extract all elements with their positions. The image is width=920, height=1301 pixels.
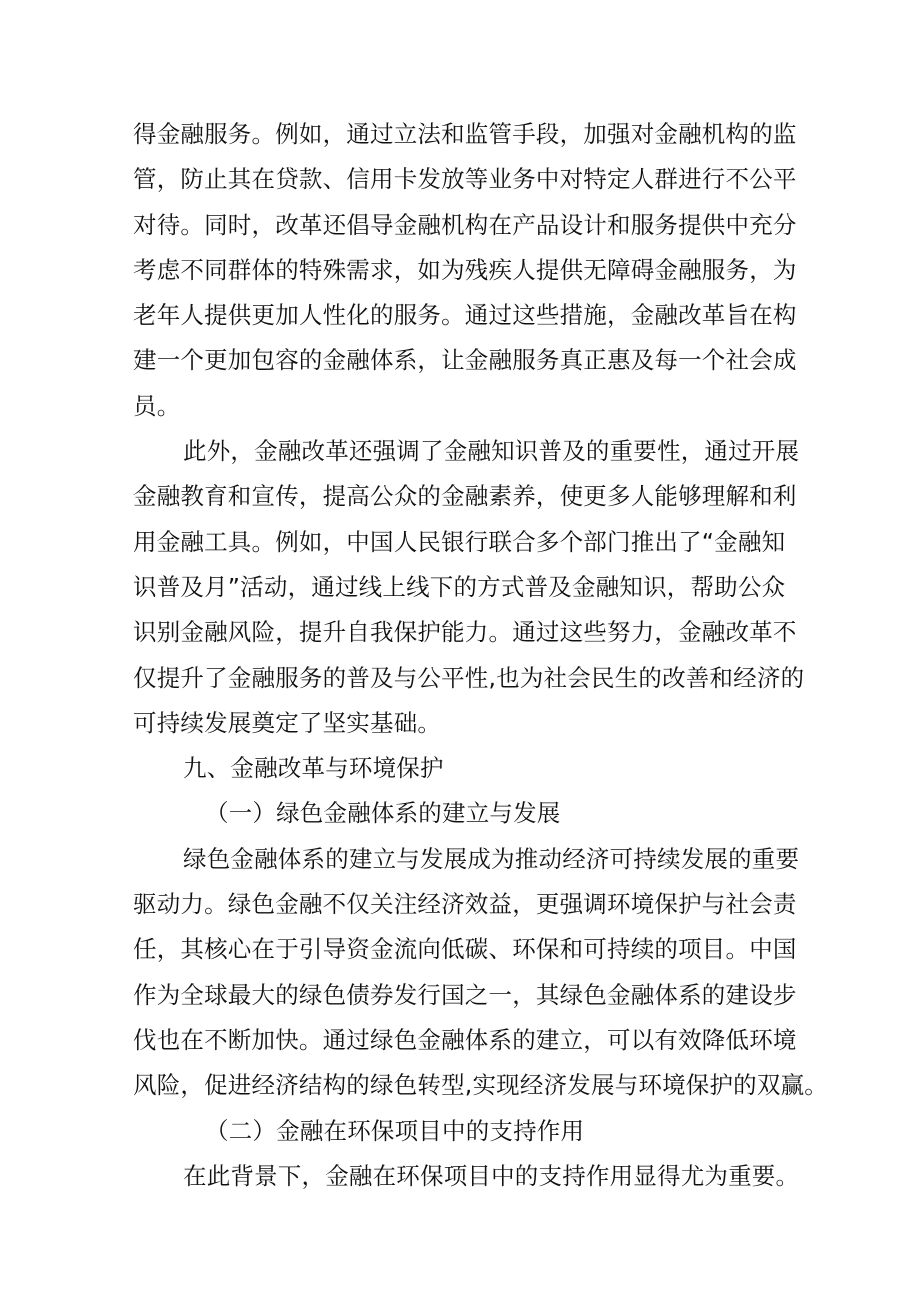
text-line: 识普及月”活动，通过线上线下的方式普及金融知识，帮助公众 — [133, 572, 786, 601]
text-line: 仅提升了金融服务的普及与公平性,也为社会民生的改善和经济的 — [133, 663, 805, 692]
text-line: 绿色金融体系的建立与发展成为推动经济可持续发展的重要 — [183, 844, 800, 873]
paragraph-inclusive-finance — [133, 112, 797, 429]
text-line: 建一个更加包容的金融体系，让金融服务真正惠及每一个社会成 — [133, 346, 797, 375]
text-line: 驱动力。绿色金融不仅关注经济效益，更强调环境保护与社会责 — [133, 890, 797, 919]
text-line: 任，其核心在于引导资金流向低碳、环保和可持续的项目。中国 — [133, 935, 797, 964]
text-line: 考虑不同群体的特殊需求，如为残疾人提供无障碍金融服务，为 — [133, 255, 797, 284]
text-line: 管，防止其在贷款、信用卡发放等业务中对特定人群进行不公平 — [133, 165, 797, 194]
paragraph-green-finance — [133, 837, 828, 1109]
text-line: 老年人提供更加人性化的服务。通过这些措施，金融改革旨在构 — [133, 301, 797, 330]
text-line: 对待。同时，改革还倡导金融机构在产品设计和服务提供中充分 — [133, 210, 797, 239]
document-body — [133, 112, 828, 1199]
subsection-heading-green-finance: （一）绿色金融体系的建立与发展 — [205, 799, 561, 828]
text-line: 可持续发展奠定了坚实基础。 — [133, 708, 442, 737]
subsection-heading-environmental-projects: （二）金融在环保项目中的支持作用 — [205, 1116, 585, 1145]
text-line: 金融教育和宣传，提高公众的金融素养，使更多人能够理解和利 — [133, 482, 797, 511]
text-line: 此外，金融改革还强调了金融知识普及的重要性，通过开展 — [183, 437, 800, 466]
text-line: 伐也在不断加快。通过绿色金融体系的建立，可以有效降低环境 — [133, 1025, 797, 1054]
paragraph-environmental-support — [133, 1154, 800, 1199]
text-line: 识别金融风险，提升自我保护能力。通过这些努力，金融改革不 — [133, 618, 797, 647]
paragraph-financial-literacy — [133, 429, 805, 746]
text-line: 在此背景下，金融在环保项目中的支持作用显得尤为重要。 — [183, 1161, 800, 1190]
text-line: 作为全球最大的绿色债券发行国之一，其绿色金融体系的建设步 — [133, 980, 797, 1009]
text-line: 风险，促进经济结构的绿色转型,实现经济发展与环境保护的双赢。 — [133, 1071, 828, 1100]
section-heading: 九、金融改革与环境保护 — [183, 754, 444, 783]
text-line: 用金融工具。例如，中国人民银行联合多个部门推出了“金融知 — [133, 527, 786, 556]
text-line: 得金融服务。例如，通过立法和监管手段，加强对金融机构的监 — [133, 120, 797, 148]
text-line: 员。 — [133, 391, 181, 420]
